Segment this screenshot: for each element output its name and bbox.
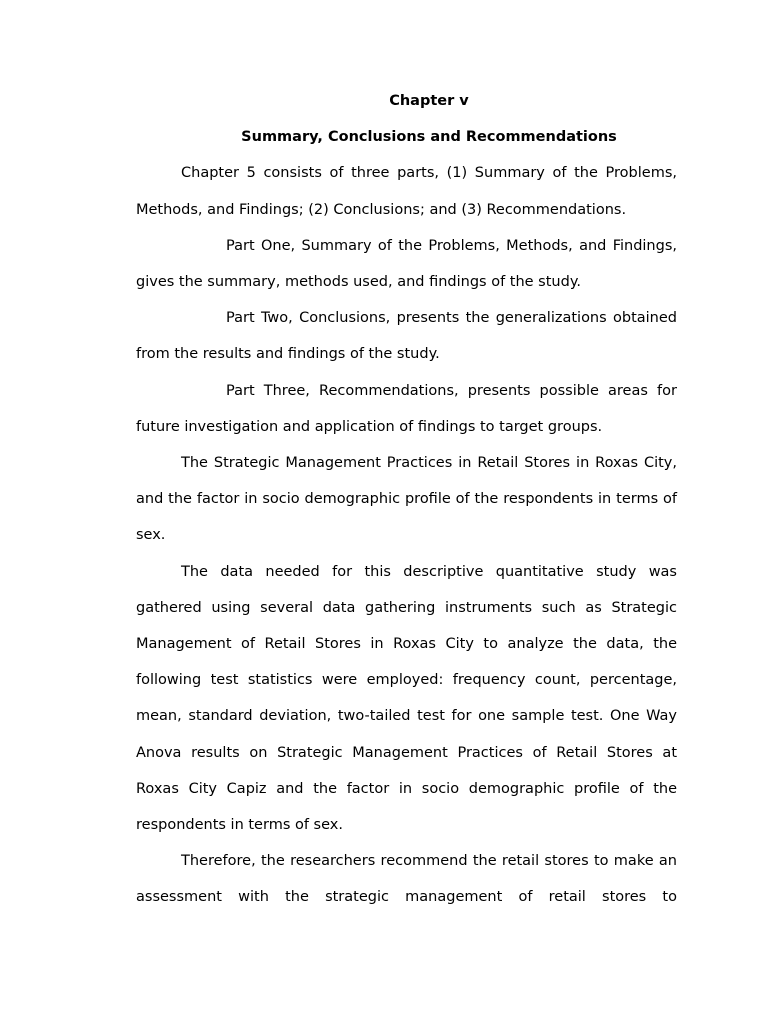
paragraph-intro: Chapter 5 consists of three parts, (1) Summary of the Problems, Methods, and Findings; (2) Conclusions; and (3) Recommendations. xyxy=(136,165,677,218)
chapter-title: Chapter v xyxy=(389,93,469,109)
document-page xyxy=(136,83,677,916)
paragraph-data-methods: The data needed for this descriptive quantitative study was gathered using several data gathering instruments such as Strategic Management of Retail Stores in Roxas City to analyze the data, the following test statistics were employed: frequency count, percentage, mean, standard deviation, two-tailed test for one sample test. One Way Anova results on Strategic Management Practices of Retail Stores at Roxas City Capiz and the factor in socio demographic profile of the respondents in terms of sex. xyxy=(136,563,677,834)
paragraph-practices: The Strategic Management Practices in Retail Stores in Roxas City, and the factor in socio demographic profile of the respondents in terms of sex. xyxy=(136,455,677,544)
paragraph-part-three: Part Three, Recommendations, presents possible areas for future investigation and application of findings to target groups. xyxy=(136,382,677,435)
section-title: Summary, Conclusions and Recommendations xyxy=(241,129,617,146)
paragraph-part-one: Part One, Summary of the Problems, Methods, and Findings, gives the summary, methods used, and findings of the study. xyxy=(136,237,677,291)
paragraph-part-two: Part Two, Conclusions, presents the generalizations obtained from the results and findings of the study. xyxy=(136,310,677,363)
paragraph-recommendation: Therefore, the researchers recommend the retail stores to make an assessment with the strategic management of retail stores to xyxy=(136,853,677,906)
